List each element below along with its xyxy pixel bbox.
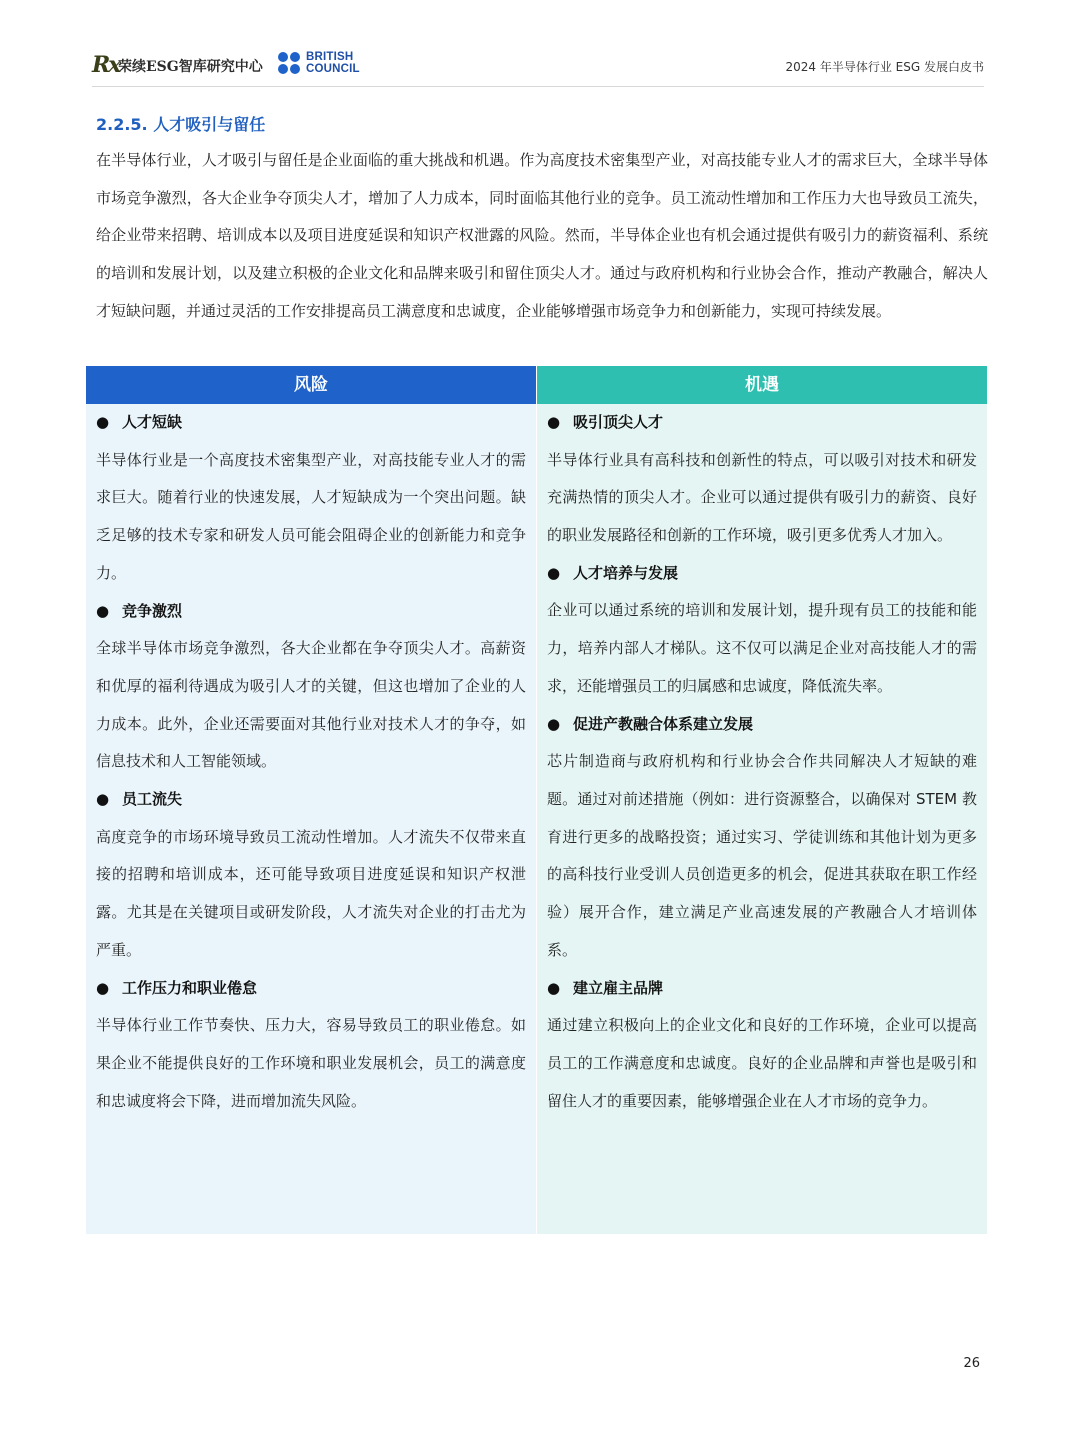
opportunity-item-title: ● 建立雇主品牌 bbox=[547, 970, 977, 1008]
bullet-icon: ● bbox=[96, 413, 110, 431]
bullet-icon: ● bbox=[547, 978, 561, 997]
bullet-icon: ● bbox=[96, 790, 110, 808]
opportunity-column-header: 机遇 bbox=[537, 366, 987, 404]
page-number: 26 bbox=[963, 1356, 980, 1371]
risk-item-text: 高度竞争的市场环境导致员工流动性增加。人才流失不仅带来直接的招聘和培训成本，还可能导致项目进度延误和知识产权泄露。尤其是在关键项目或研发阶段，人才流失对企业的打击尤为严重。 bbox=[96, 827, 526, 959]
risk-item-text: 半导体行业工作节奏快、压力大，容易导致员工的职业倦怠。如果企业不能提供良好的工作环境和职业发展机会，员工的满意度和忠诚度将会下降，进而增加流失风险。 bbox=[96, 1016, 526, 1110]
opportunity-item-title: ● 吸引顶尖人才 bbox=[547, 404, 977, 442]
risk-item-title: ● 人才短缺 bbox=[96, 404, 526, 442]
risk-column bbox=[86, 366, 536, 1234]
document-title: 2024 年半导体行业 ESG 发展白皮书 bbox=[785, 60, 984, 74]
risk-item-text: 全球半导体市场竞争激烈，各大企业都在争夺顶尖人才。高薪资和优厚的福利待遇成为吸引人才的关键，但这也增加了企业的人力成本。此外，企业还需要面对其他行业对技术人才的争夺，如信息技术和人工智能领域。 bbox=[96, 639, 526, 771]
risk-opportunity-table bbox=[86, 366, 987, 1234]
bullet-icon: ● bbox=[547, 563, 561, 582]
opportunity-item-title: ● 人才培养与发展 bbox=[547, 555, 977, 593]
bullet-icon: ● bbox=[96, 601, 110, 620]
rx-logo-icon: Rx bbox=[92, 52, 120, 78]
section-title: 2.2.5. 人才吸引与留任 bbox=[96, 115, 266, 134]
org-logo-text: 荣续ESG智库研究中心 bbox=[118, 59, 263, 75]
opportunity-item-title: ● 促进产教融合体系建立发展 bbox=[547, 706, 977, 744]
intro-paragraph: 在半导体行业，人才吸引与留任是企业面临的重大挑战和机遇。作为高度技术密集型产业，对高技能专业人才的需求巨大，全球半导体市场竞争激烈，各大企业争夺顶尖人才，增加了人力成本，同时面临其他行业的竞争。员工流动性增加和工作压力大也导致员工流失，给企业带来招聘、培训成本以及项目进度延误和知识产权泄露的风险。然而，半导体企业也有机会通过提供有吸引力的薪资福利、系统的培训和发展计划，以及建立积极的企业文化和品牌来吸引和留住顶尖人才。通过与政府机构和行业协会合作，推动产教融合，解决人才短缺问题，并通过灵活的工作安排提高员工满意度和忠诚度，企业能够增强市场竞争力和创新能力，实现可持续发展。 bbox=[96, 151, 988, 320]
opportunity-column bbox=[537, 366, 987, 1234]
opportunity-item-text: 企业可以通过系统的培训和发展计划，提升现有员工的技能和能力，培养内部人才梯队。这不仅可以满足企业对高技能人才的需求，还能增强员工的归属感和忠诚度，降低流失率。 bbox=[547, 601, 977, 695]
british-council-logo-text: BRITISH COUNCIL bbox=[306, 51, 360, 75]
risk-item-title: ● 工作压力和职业倦怠 bbox=[96, 970, 526, 1008]
risk-item-title: ● 竞争激烈 bbox=[96, 593, 526, 631]
bullet-icon: ● bbox=[96, 978, 110, 997]
opportunity-item-text: 通过建立积极向上的企业文化和良好的工作环境，企业可以提高员工的工作满意度和忠诚度。良好的企业品牌和声誉也是吸引和留住人才的重要因素，能够增强企业在人才市场的竞争力。 bbox=[547, 1016, 977, 1110]
risk-column-body bbox=[86, 404, 536, 1120]
opportunity-column-body bbox=[537, 404, 987, 1120]
risk-item-text: 半导体行业是一个高度技术密集型产业，对高技能专业人才的需求巨大。随着行业的快速发展，人才短缺成为一个突出问题。缺乏足够的技术专家和研发人员可能会阻碍企业的创新能力和竞争力。 bbox=[96, 450, 526, 582]
page-header bbox=[92, 46, 984, 87]
bullet-icon: ● bbox=[547, 714, 561, 733]
bullet-icon: ● bbox=[547, 413, 561, 431]
risk-column-header: 风险 bbox=[86, 366, 536, 404]
risk-item-title: ● 员工流失 bbox=[96, 781, 526, 819]
opportunity-item-text: 芯片制造商与政府机构和行业协会合作共同解决人才短缺的难题。通过对前述措施（例如：进行资源整合，以确保对 STEM 教育进行更多的战略投资；通过实习、学徒训练和其他计划为更多的高科技行业受训人员创造更多的机会，促进其获取在职工作经验）展开合作，建立满足产业高速发展的产教融合人才培训体系。 bbox=[547, 752, 977, 959]
opportunity-item-text: 半导体行业具有高科技和创新性的特点，可以吸引对技术和研发充满热情的顶尖人才。企业可以通过提供有吸引力的薪资、良好的职业发展路径和创新的工作环境，吸引更多优秀人才加入。 bbox=[547, 450, 977, 545]
british-council-logo-icon bbox=[278, 52, 302, 76]
